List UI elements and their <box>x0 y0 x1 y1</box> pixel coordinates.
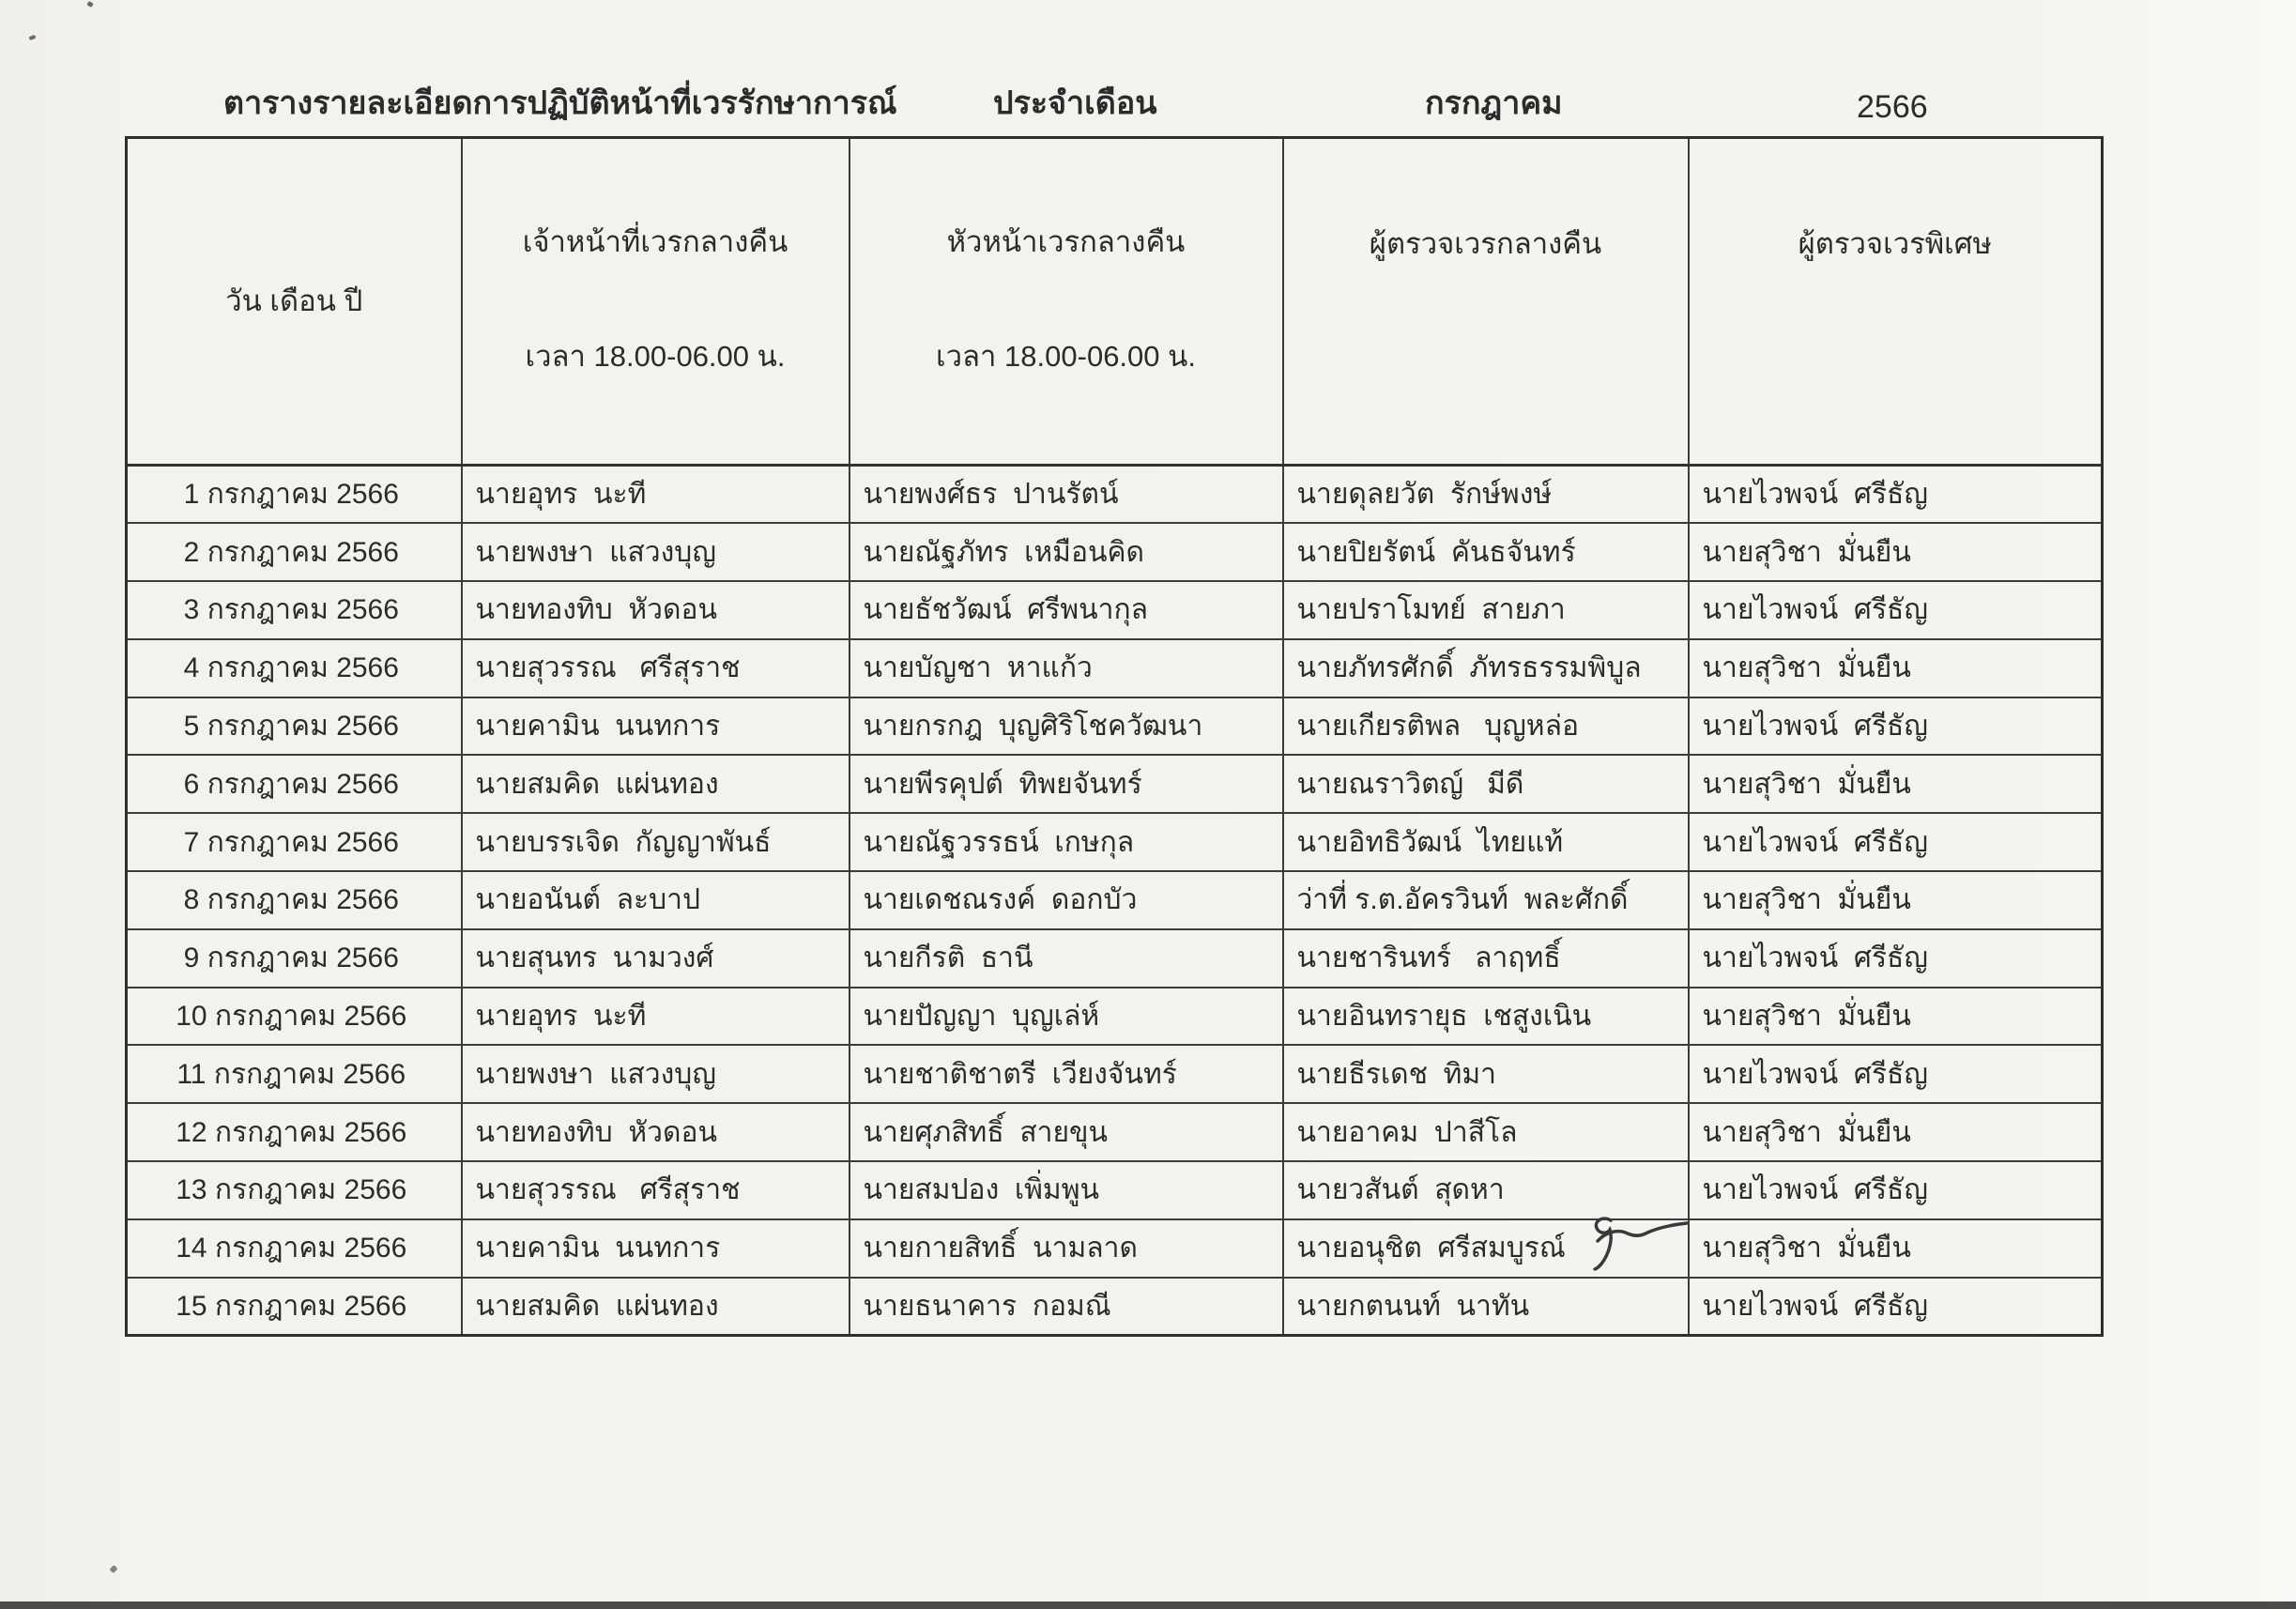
table-row <box>127 1278 2103 1336</box>
chief-cell: นายณัฐภัทร เหมือนคิด <box>850 523 1283 581</box>
date-cell: 12 กรกฎาคม 2566 <box>127 1103 462 1161</box>
date-cell: 7 กรกฎาคม 2566 <box>127 813 462 871</box>
special-cell: นายสุวิชา มั่นยืน <box>1689 1219 2103 1278</box>
col-header-night-inspector <box>1283 138 1689 466</box>
scan-speck <box>29 35 37 40</box>
chief-cell: นายพงศ์ธร ปานรัตน์ <box>850 466 1283 524</box>
officer-cell: นายพงษา แสวงบุญ <box>462 1045 850 1103</box>
special-cell: นายสุวิชา มั่นยืน <box>1689 523 2103 581</box>
chief-cell: นายณัฐวรรธน์ เกษกุล <box>850 813 1283 871</box>
special-cell: นายไวพจน์ ศรีธัญ <box>1689 466 2103 524</box>
chief-cell: นายสมปอง เพิ่มพูน <box>850 1161 1283 1219</box>
col-header-night-inspector-label: ผู้ตรวจเวรกลางคืน <box>1369 227 1602 260</box>
special-cell: นายสุวิชา มั่นยืน <box>1689 871 2103 929</box>
table-row <box>127 1161 2103 1219</box>
chief-cell: นายกรกฎ บุญศิริโชควัฒนา <box>850 697 1283 756</box>
inspector-cell: นายวสันต์ สุดหา <box>1283 1161 1689 1219</box>
col-header-special-inspector <box>1689 138 2103 466</box>
date-cell: 3 กรกฎาคม 2566 <box>127 581 462 639</box>
table-row <box>127 871 2103 929</box>
scanner-edge-shadow <box>0 1601 2296 1609</box>
inspector-cell: ว่าที่ ร.ต.อัครวินท์ พละศักดิ์ <box>1283 871 1689 929</box>
table-row <box>127 581 2103 639</box>
month-label: ประจำเดือน <box>993 85 1157 121</box>
inspector-cell: นายปิยรัตน์ คันธจันทร์ <box>1283 523 1689 581</box>
special-cell: นายไวพจน์ ศรีธัญ <box>1689 1045 2103 1103</box>
officer-cell: นายคามิน นนทการ <box>462 697 850 756</box>
table-row <box>127 929 2103 988</box>
table-row <box>127 523 2103 581</box>
inspector-cell: นายกตนนท์ นาทัน <box>1283 1278 1689 1336</box>
table-row <box>127 697 2103 756</box>
officer-cell: นายสุวรรณ ศรีสุราช <box>462 1161 850 1219</box>
officer-cell: นายทองทิบ หัวดอน <box>462 1103 850 1161</box>
special-cell: นายไวพจน์ ศรีธัญ <box>1689 581 2103 639</box>
col-header-date <box>127 138 462 466</box>
chief-cell: นายกายสิทธิ์ นามลาด <box>850 1219 1283 1278</box>
table-row <box>127 1219 2103 1278</box>
inspector-cell: นายอาคม ปาสีโล <box>1283 1103 1689 1161</box>
chief-cell: นายบัญชา หาแก้ว <box>850 639 1283 697</box>
month-value: กรกฎาคม <box>1425 85 1563 121</box>
chief-cell: นายปัญญา บุญเล่ห์ <box>850 988 1283 1046</box>
officer-cell: นายบรรเจิด กัญญาพันธ์ <box>462 813 850 871</box>
chief-cell: นายชาติชาตรี เวียงจันทร์ <box>850 1045 1283 1103</box>
col-header-night-officer-label: เจ้าหน้าที่เวรกลางคืน <box>522 225 788 258</box>
date-cell: 2 กรกฎาคม 2566 <box>127 523 462 581</box>
inspector-cell: นายภัทรศักดิ์ ภัทรธรรมพิบูล <box>1283 639 1689 697</box>
table-row <box>127 988 2103 1046</box>
chief-cell: นายธัชวัฒน์ ศรีพนากุล <box>850 581 1283 639</box>
inspector-cell: นายเกียรติพล บุญหล่อ <box>1283 697 1689 756</box>
officer-cell: นายสุวรรณ ศรีสุราช <box>462 639 850 697</box>
officer-cell: นายอุทร นะที <box>462 988 850 1046</box>
inspector-cell: นายชารินทร์ ลาฤทธิ์ <box>1283 929 1689 988</box>
chief-cell: นายพีรคุปต์ ทิพยจันทร์ <box>850 755 1283 813</box>
date-cell: 9 กรกฎาคม 2566 <box>127 929 462 988</box>
special-cell: นายสุวิชา มั่นยืน <box>1689 639 2103 697</box>
scan-speck <box>109 1565 117 1573</box>
inspector-cell: นายธีรเดช ทิมา <box>1283 1045 1689 1103</box>
special-cell: นายไวพจน์ ศรีธัญ <box>1689 697 2103 756</box>
night-officer-time-label: เวลา 18.00-06.00 น. <box>525 339 786 373</box>
col-header-night-officer <box>462 138 850 466</box>
date-cell: 1 กรกฎาคม 2566 <box>127 466 462 524</box>
col-header-special-inspector-label: ผู้ตรวจเวรพิเศษ <box>1798 227 1992 260</box>
officer-cell: นายคามิน นนทการ <box>462 1219 850 1278</box>
special-cell: นายสุวิชา มั่นยืน <box>1689 1103 2103 1161</box>
date-cell: 13 กรกฎาคม 2566 <box>127 1161 462 1219</box>
date-cell: 15 กรกฎาคม 2566 <box>127 1278 462 1336</box>
chief-cell: นายเดชณรงค์ ดอกบัว <box>850 871 1283 929</box>
date-cell: 10 กรกฎาคม 2566 <box>127 988 462 1046</box>
date-cell: 5 กรกฎาคม 2566 <box>127 697 462 756</box>
table-row <box>127 466 2103 524</box>
special-cell: นายสุวิชา มั่นยืน <box>1689 988 2103 1046</box>
inspector-cell: นายอิทธิวัฒน์ ไทยแท้ <box>1283 813 1689 871</box>
inspector-cell: นายณราวิตญ์ มีดี <box>1283 755 1689 813</box>
scan-speck <box>86 1 94 8</box>
inspector-cell: นายอนุชิต ศรีสมบูรณ์ <box>1283 1219 1689 1278</box>
inspector-cell: นายอินทรายุธ เชสูงเนิน <box>1283 988 1689 1046</box>
officer-cell: นายสุนทร นามวงศ์ <box>462 929 850 988</box>
officer-cell: นายพงษา แสวงบุญ <box>462 523 850 581</box>
chief-cell: นายกีรติ ธานี <box>850 929 1283 988</box>
date-cell: 14 กรกฎาคม 2566 <box>127 1219 462 1278</box>
officer-cell: นายสมคิด แผ่นทอง <box>462 755 850 813</box>
officer-cell: นายทองทิบ หัวดอน <box>462 581 850 639</box>
header-row <box>127 138 2103 466</box>
table-row <box>127 1045 2103 1103</box>
date-cell: 11 กรกฎาคม 2566 <box>127 1045 462 1103</box>
special-cell: นายไวพจน์ ศรีธัญ <box>1689 813 2103 871</box>
year-value: 2566 <box>1857 89 1928 125</box>
special-cell: นายสุวิชา มั่นยืน <box>1689 755 2103 813</box>
special-cell: นายไวพจน์ ศรีธัญ <box>1689 1161 2103 1219</box>
officer-cell: นายอุทร นะที <box>462 466 850 524</box>
col-header-night-chief-label: หัวหน้าเวรกลางคืน <box>946 225 1186 258</box>
table-row <box>127 755 2103 813</box>
special-cell: นายไวพจน์ ศรีธัญ <box>1689 929 2103 988</box>
chief-cell: นายธนาคาร กอมณี <box>850 1278 1283 1336</box>
inspector-cell: นายปราโมทย์ สายภา <box>1283 581 1689 639</box>
document-title: ตารางรายละเอียดการปฏิบัติหน้าที่เวรรักษาการณ์ <box>223 85 897 121</box>
chief-cell: นายศุภสิทธิ์ สายขุน <box>850 1103 1283 1161</box>
night-chief-time-label: เวลา 18.00-06.00 น. <box>936 339 1196 373</box>
table-row <box>127 639 2103 697</box>
officer-cell: นายอนันต์ ละบาป <box>462 871 850 929</box>
special-cell: นายไวพจน์ ศรีธัญ <box>1689 1278 2103 1336</box>
officer-cell: นายสมคิด แผ่นทอง <box>462 1278 850 1336</box>
table-row <box>127 813 2103 871</box>
col-header-date-label: วัน เดือน ปี <box>225 283 363 317</box>
col-header-night-chief <box>850 138 1283 466</box>
date-cell: 8 กรกฎาคม 2566 <box>127 871 462 929</box>
duty-schedule-table <box>125 136 2104 1337</box>
date-cell: 6 กรกฎาคม 2566 <box>127 755 462 813</box>
inspector-cell: นายดุลยวัต รักษ์พงษ์ <box>1283 466 1689 524</box>
date-cell: 4 กรกฎาคม 2566 <box>127 639 462 697</box>
table-row <box>127 1103 2103 1161</box>
